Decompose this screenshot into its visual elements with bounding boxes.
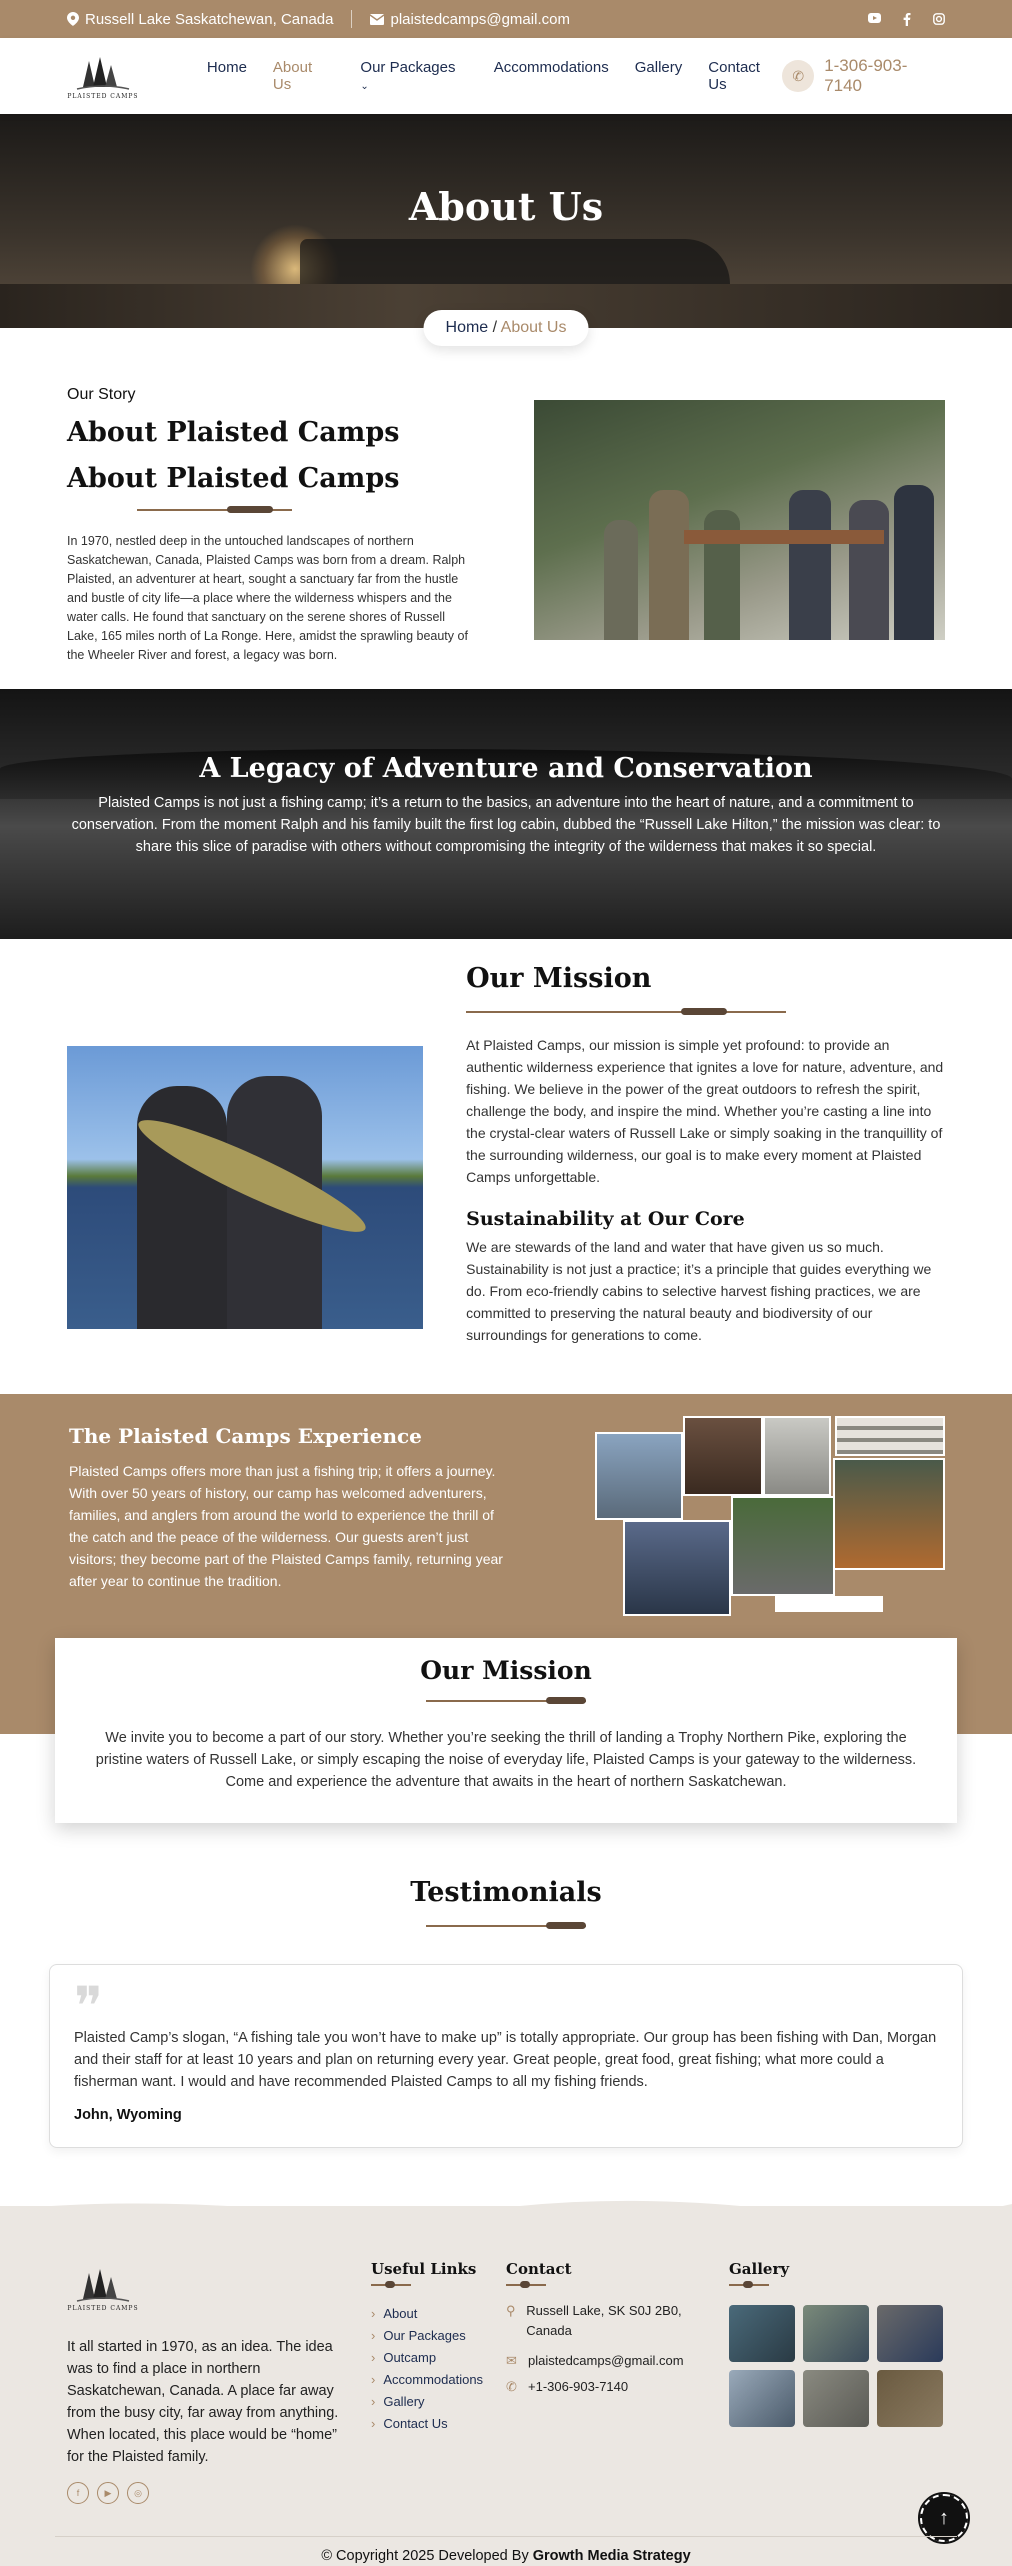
legacy-heading: A Legacy of Adventure and Conservation xyxy=(199,753,813,784)
our-story-heading-echo: About Plaisted Camps xyxy=(67,463,400,494)
section-divider xyxy=(371,2281,411,2289)
sustainability-body: We are stewards of the land and water that have given us so much. Sustainability is not just a practice; it’s a principle that guides everything we do. From eco-friendly cabins to selective harvest fishing practices, we are committed to preserving the natural beauty and biodiversity of our surroundings for generations to come. xyxy=(466,1239,932,1343)
testimonial-card xyxy=(49,1964,963,2148)
top-bar xyxy=(0,0,1012,38)
gallery-thumbnail[interactable] xyxy=(803,2305,869,2362)
map-pin-icon: ⚲ xyxy=(506,2303,516,2318)
section-divider xyxy=(426,1697,586,1705)
gallery-thumbnail[interactable] xyxy=(877,2370,943,2427)
collage-tile xyxy=(623,1520,731,1616)
page-hero xyxy=(0,114,1012,328)
back-to-top-button[interactable] xyxy=(920,2494,968,2542)
nav-contact-us[interactable]: Contact Us xyxy=(708,59,760,93)
gallery-thumbnail[interactable] xyxy=(877,2305,943,2362)
section-divider xyxy=(67,506,297,514)
legacy-banner xyxy=(0,689,1012,939)
section-divider xyxy=(426,1922,586,1930)
topbar-socials xyxy=(868,13,945,26)
footer-phone[interactable] xyxy=(506,2377,706,2397)
experience-body: Plaisted Camps offers more than just a fishing trip; it offers a journey. With over 50 years of history, our camp has welcomed adventurers, families, and anglers from around the world to experience the thrill of the catch and the peace of the wilderness. Our guests aren’t just visitors; they become part of the Plaisted Camps family, returning year after year to continue the tradition. xyxy=(69,1463,503,1589)
section-divider xyxy=(506,2281,546,2289)
footer-link-packages[interactable]: › Our Packages xyxy=(371,2325,483,2347)
experience-section xyxy=(0,1394,1012,1790)
footer-logo[interactable] xyxy=(67,2254,139,2322)
logo-trees-graphic xyxy=(73,53,133,93)
facebook-icon[interactable] xyxy=(903,13,911,26)
section-divider xyxy=(466,1008,786,1016)
experience-photo-collage xyxy=(595,1416,945,1616)
footer-gallery xyxy=(729,2260,943,2427)
topbar-email[interactable] xyxy=(370,11,569,28)
chevron-down-icon: ⌄ xyxy=(360,81,369,92)
experience-heading: The Plaisted Camps Experience xyxy=(69,1424,422,1448)
nav-our-packages-label: Our Packages xyxy=(360,59,456,76)
collage-tile xyxy=(833,1458,945,1570)
youtube-icon[interactable] xyxy=(868,13,881,23)
footer-link-contact[interactable]: › Contact Us xyxy=(371,2413,483,2435)
footer-link-outcamp[interactable]: › Outcamp xyxy=(371,2347,483,2369)
testimonial-author: John, Wyoming xyxy=(74,2107,182,2123)
footer-email[interactable] xyxy=(506,2351,706,2371)
collage-tile xyxy=(595,1432,683,1520)
map-pin-icon xyxy=(67,12,79,26)
mission-text xyxy=(466,963,945,1394)
contact-heading: Contact xyxy=(506,2260,572,2278)
phone-icon: ✆ xyxy=(506,2379,517,2394)
collage-tile xyxy=(683,1416,763,1496)
topbar-divider xyxy=(351,10,352,28)
mission-heading: Our Mission xyxy=(466,963,652,994)
instagram-icon[interactable] xyxy=(933,13,945,25)
footer-socials xyxy=(67,2482,347,2504)
page-title: About Us xyxy=(408,184,604,229)
mission-section xyxy=(0,939,1012,1394)
youtube-icon[interactable]: ▶ xyxy=(97,2482,119,2504)
site-header xyxy=(0,38,1012,114)
experience-text xyxy=(69,1424,509,1592)
sustainability-heading: Sustainability at Our Core xyxy=(466,1208,745,1230)
breadcrumb-current: About Us xyxy=(500,319,567,336)
camp-group-photo xyxy=(534,400,945,640)
footer-link-gallery[interactable]: › Gallery xyxy=(371,2391,483,2413)
invite-mission-heading: Our Mission xyxy=(420,1656,592,1685)
gallery-heading: Gallery xyxy=(729,2260,790,2278)
envelope-icon: ✉ xyxy=(506,2353,517,2368)
collage-tile xyxy=(835,1416,945,1456)
invite-mission-card xyxy=(55,1638,957,1823)
nav-gallery[interactable]: Gallery xyxy=(634,59,683,76)
breadcrumb-separator: / xyxy=(492,319,498,336)
nav-home[interactable]: Home xyxy=(206,59,247,76)
topbar-location xyxy=(67,11,333,28)
footer-address-text: Russell Lake, SK S0J 2B0, Canada xyxy=(526,2303,682,2338)
arrow-up-icon: ↑ xyxy=(939,2506,949,2529)
logo-text: PLAISTED CAMPS xyxy=(67,2304,139,2312)
main-nav xyxy=(207,59,782,93)
our-story-body: In 1970, nestled deep in the untouched landscapes of northern Saskatchewan, Canada, Plaisted Camps was born from a dream. Ralph Plaisted, an adventurer at heart, sought a sanctuary far from the hustle and bustle of city life—a place where the wilderness whispers and the water calls. He found that sanctuary on the serene shores of Russell Lake, 165 miles north of La Ronge. Here, amidst the sprawling beauty of the Wheeler River and forest, a legacy was born. xyxy=(67,534,468,662)
footer-link-accommodations[interactable]: › Accommodations xyxy=(371,2369,483,2391)
envelope-icon xyxy=(370,14,384,25)
mission-body: At Plaisted Camps, our mission is simple yet profound: to provide an authentic wilderness experience that ignites a love for nature, adventure, and fishing. We believe in the power of the great outdoors to refresh the spirit, challenge the body, and inspire the mind. Whether you’re casting a line into the crystal-clear waters of Russell Lake or simply soaking in the tranquillity of the surrounding wilderness, our goal is to make every moment at Plaisted Camps unforgettable. xyxy=(466,1037,944,1185)
anglers-pike-photo xyxy=(67,1046,423,1329)
copyright-text: © Copyright 2025 Developed By xyxy=(321,2548,529,2564)
facebook-icon[interactable]: f xyxy=(67,2482,89,2504)
nav-about-us[interactable]: About Us xyxy=(272,59,313,93)
header-phone-number: 1-306-903-7140 xyxy=(824,56,908,95)
footer-about-text: It all started in 1970, as an idea. The idea was to find a place in northern Saskatchewan, Canada. A place far away from the busy city, far away from anything. When located, this place would be “home” for the Plaisted family. xyxy=(67,2339,339,2465)
gallery-thumbnail[interactable] xyxy=(803,2370,869,2427)
invite-mission-body: We invite you to become a part of our story. Whether you’re seeking the thrill of landing a Trophy Northern Pike, exploring the pristine waters of Russell Lake, or simply escaping the noise of everyday life, Plaisted Camps is your gateway to the wilderness. Come and experience the adventure that awaits in the heart of northern Saskatchewan. xyxy=(95,1730,917,1790)
nav-accommodations[interactable]: Accommodations xyxy=(493,59,609,76)
footer-copyright xyxy=(0,2548,1012,2564)
collage-tile xyxy=(731,1496,835,1596)
legacy-body: Plaisted Camps is not just a fishing camp; it’s a return to the basics, an adventure into the heart of nature, and a commitment to conservation. From the moment Ralph and his family built the first log cabin, dubbed the “Russell Lake Hilton,” the mission was clear: to share this slice of paradise with others without compromising the integrity of the wilderness that makes it so special. xyxy=(71,795,941,855)
section-divider xyxy=(729,2281,769,2289)
testimonials-heading: Testimonials xyxy=(410,1877,602,1908)
collage-tile xyxy=(763,1416,831,1496)
our-story-section xyxy=(0,328,1012,689)
logo-text: PLAISTED CAMPS xyxy=(67,92,139,100)
footer-wave-edge xyxy=(0,2198,1012,2218)
phone-icon: ✆ xyxy=(782,60,814,92)
breadcrumb-home[interactable]: Home xyxy=(445,319,489,336)
footer-divider xyxy=(55,2536,957,2537)
topbar-location-text: Russell Lake Saskatchewan, Canada xyxy=(85,10,334,28)
site-logo[interactable] xyxy=(67,42,139,110)
our-story-heading: About Plaisted Camps xyxy=(67,417,400,448)
developer-link[interactable]: Growth Media Strategy xyxy=(532,2548,691,2564)
footer-useful-links xyxy=(371,2260,483,2435)
footer-link-about[interactable]: › About xyxy=(371,2303,483,2325)
gallery-thumbnail[interactable] xyxy=(729,2305,795,2362)
header-phone[interactable] xyxy=(782,56,945,96)
footer-contact xyxy=(506,2260,706,2397)
logo-trees-graphic xyxy=(73,2265,133,2305)
instagram-icon[interactable]: ◎ xyxy=(127,2482,149,2504)
gallery-thumbnail[interactable] xyxy=(729,2370,795,2427)
footer-address xyxy=(506,2301,706,2341)
breadcrumb xyxy=(424,310,589,346)
our-story-kicker: Our Story xyxy=(67,386,136,403)
footer-about xyxy=(67,2254,347,2504)
topbar-email-text: plaistedcamps@gmail.com xyxy=(390,10,570,28)
site-footer xyxy=(0,2206,1012,2566)
our-story-text xyxy=(67,386,479,689)
nav-our-packages[interactable] xyxy=(360,59,467,93)
useful-links-heading: Useful Links xyxy=(371,2260,477,2278)
footer-email-text: plaistedcamps@gmail.com xyxy=(528,2353,684,2368)
footer-phone-text: +1-306-903-7140 xyxy=(528,2379,629,2394)
testimonial-text: Plaisted Camp’s slogan, “A fishing tale you won’t have to make up” is totally appropriate. Our group has been fishing with Dan, Morgan and their staff for at least 10 years and plan on returning every year. Great people, great food, great fishing; what more could a fisherman want. I would and have recommended Plaisted Camps to all my fishing friends. xyxy=(74,2030,937,2090)
quote-icon: ❞ xyxy=(74,1975,104,2038)
footer-gallery-grid xyxy=(729,2305,943,2427)
